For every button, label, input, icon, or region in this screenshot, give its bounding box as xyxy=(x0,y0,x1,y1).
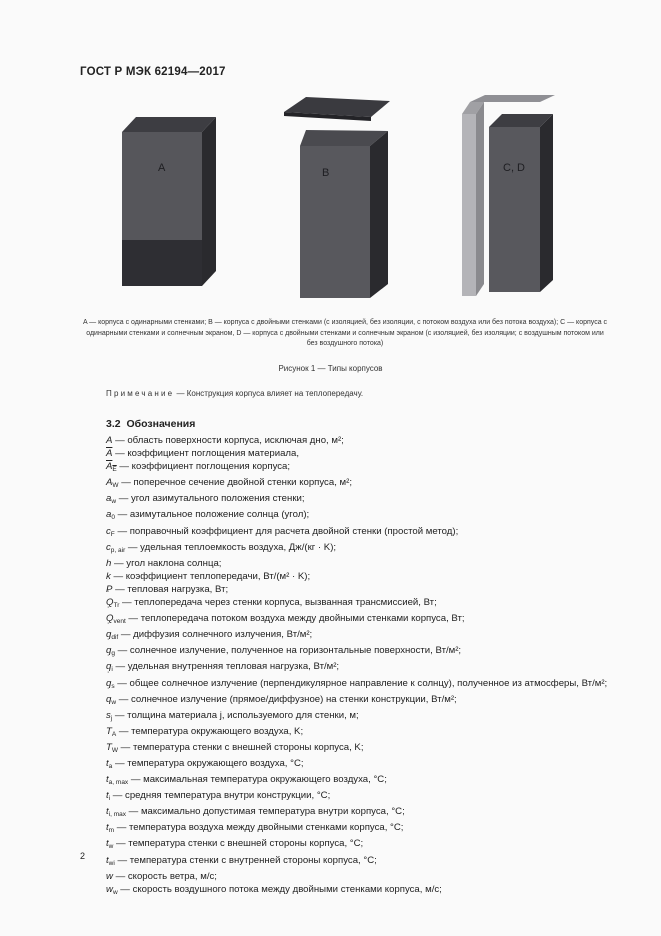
definition-text: — скорость воздушного потока между двойными стенками корпуса, м/с; xyxy=(117,883,442,895)
definition-text: — температура окружающего воздуха, K; xyxy=(116,725,304,737)
definition-text: — общее солнечное излучение (перпендикулярное направление к солнцу), полученное из атмосферы, Вт/м²; xyxy=(114,677,608,689)
definition-text: — область поверхности корпуса, исключая дно, м²; xyxy=(112,435,344,446)
enclosure-a-label: A xyxy=(158,162,166,174)
symbol-base: w xyxy=(106,883,113,895)
definition-symbol xyxy=(106,726,116,737)
definition-text: — коэффициент поглощения материала, xyxy=(112,448,300,460)
symbol-base: ˙ q xyxy=(106,693,111,706)
section-number: 3.2 xyxy=(106,418,121,430)
definition-item xyxy=(106,492,616,508)
definition-symbol xyxy=(106,509,115,520)
symbol-base: t xyxy=(106,790,109,802)
symbol-base: c xyxy=(106,541,111,553)
note-text: — Конструкция корпуса влияет на теплопередачу. xyxy=(174,389,364,398)
symbol-subscript: s xyxy=(111,682,115,690)
symbol-subscript: m xyxy=(108,827,115,835)
enclosure-b xyxy=(284,97,390,298)
definition-symbol xyxy=(106,493,116,504)
definition-item xyxy=(106,596,616,612)
definition-symbol xyxy=(106,694,116,705)
enclosure-b-label: B xyxy=(322,167,330,179)
definition-symbol xyxy=(106,542,125,553)
symbol-base: P xyxy=(106,583,113,595)
symbol-subscript: 0 xyxy=(111,514,115,522)
definition-text: — максимальная температура окружающего воздуха, °C; xyxy=(128,774,387,786)
symbol-subscript: dif xyxy=(111,634,119,642)
definition-text: — азимутальное положение солнца (угол); xyxy=(114,509,310,521)
definition-text: — толщина материала j, используемого для стенки, м; xyxy=(112,709,359,721)
definition-text: — температура стенки с внешней стороны корпуса, °C; xyxy=(113,838,364,850)
definition-item xyxy=(106,628,616,644)
symbol-subscript: a xyxy=(108,762,113,770)
symbol-subscript: wi xyxy=(108,859,115,867)
definition-item xyxy=(106,854,616,870)
symbol-base: A xyxy=(106,435,113,446)
symbol-base: t xyxy=(106,774,109,786)
symbol-subscript: A xyxy=(111,730,117,738)
definition-symbol xyxy=(106,855,115,866)
enclosure-a xyxy=(122,117,216,286)
definition-item xyxy=(106,725,616,741)
definition-text: — тепловая нагрузка, Вт; xyxy=(112,583,229,595)
definition-text: — диффузия солнечного излучения, Вт/м²; xyxy=(118,629,313,641)
definition-symbol xyxy=(106,871,113,882)
definition-symbol xyxy=(106,477,119,488)
symbol-subscript: w xyxy=(111,498,117,506)
symbol-base: T xyxy=(106,725,112,737)
enclosure-types-figure xyxy=(0,90,661,315)
definition-symbol xyxy=(106,884,118,895)
definition-item xyxy=(106,693,616,709)
symbol-subscript: g xyxy=(111,650,115,658)
definition-text: — температура стенки с внешней стороны корпуса, K; xyxy=(118,741,364,753)
definition-item xyxy=(106,508,616,524)
symbol-base: ˙ q xyxy=(106,628,111,641)
symbol-base: ˙ q xyxy=(106,660,111,673)
definition-text: — теплопередача потоком воздуха между двойными стенками корпуса, Вт; xyxy=(125,613,465,625)
definition-text: — скорость ветра, м/с; xyxy=(112,870,217,882)
definition-item xyxy=(106,773,616,789)
definition-text: — коэффициент поглощения корпуса; xyxy=(116,461,291,473)
symbol-base: ˙ Q xyxy=(106,612,113,625)
symbol-subscript: i, max xyxy=(108,811,127,819)
note xyxy=(106,389,363,398)
symbol-subscript: W xyxy=(112,482,119,490)
symbol-base: k xyxy=(106,570,111,582)
definition-text: — поправочный коэффициент для расчета двойной стенки (простой метод); xyxy=(114,525,459,537)
symbol-base: t xyxy=(106,822,109,834)
definition-symbol xyxy=(106,774,128,785)
symbol-base: $\overline{A}$ xyxy=(106,448,113,460)
definition-item xyxy=(106,660,616,676)
definition-item xyxy=(106,460,616,476)
definition-item xyxy=(106,583,616,596)
definition-text: — удельная внутренняя тепловая нагрузка, Вт/м²; xyxy=(112,661,340,673)
symbol-subscript: w xyxy=(112,888,118,896)
definition-item xyxy=(106,557,616,570)
symbol-subscript: F xyxy=(110,530,115,538)
symbol-base: a xyxy=(106,493,112,505)
section-heading xyxy=(106,418,195,430)
definition-item xyxy=(106,757,616,773)
definition-item xyxy=(106,837,616,853)
symbol-base: ˙ q xyxy=(106,677,111,690)
definition-item xyxy=(106,805,616,821)
symbol-subscript: w xyxy=(111,698,117,706)
definition-text: — угол азимутального положения стенки; xyxy=(116,493,305,505)
enclosure-cd xyxy=(462,95,555,296)
definition-item xyxy=(106,476,616,492)
symbol-subscript: Tr xyxy=(113,602,120,610)
symbol-subscript: i xyxy=(108,795,111,803)
section-title: Обозначения xyxy=(126,418,196,430)
symbol-base: ˙ Q xyxy=(106,596,113,609)
definition-symbol xyxy=(106,526,115,537)
symbol-base: t xyxy=(106,757,109,769)
page-number: 2 xyxy=(80,851,86,861)
definition-item xyxy=(106,677,616,693)
symbol-base: s xyxy=(106,709,111,721)
definition-item xyxy=(106,541,616,557)
figure-caption: A — корпуса с одинарными стенками; B — корпуса с двойными стенками (с изоляцией, без изоляции, с потоком воздуха или без потока воздуха); C — корпуса с одинарными стенками и солнечным экраном, D — корпуса с двойными стенками и солнечным экраном (с изоляцией, без изоляции; с воздушным потоком или без воздушного потока) xyxy=(82,319,608,347)
definition-item xyxy=(106,447,616,460)
definition-symbol xyxy=(106,806,126,817)
symbol-subscript: p, air xyxy=(110,546,126,554)
figure-title: Рисунок 1 — Типы корпусов xyxy=(278,364,383,373)
enclosure-cd-label: C, D xyxy=(503,162,525,174)
definition-item xyxy=(106,644,616,660)
symbol-base: T xyxy=(106,741,112,753)
definition-text: — поперечное сечение двойной стенки корпуса, м²; xyxy=(118,477,352,489)
symbol-subscript: j xyxy=(110,714,113,722)
definition-text: — солнечное излучение (прямое/диффузное) на стенки конструкции, Вт/м²; xyxy=(116,693,457,705)
document-header: ГОСТ Р МЭК 62194—2017 xyxy=(80,66,226,78)
symbol-base: A xyxy=(106,477,113,489)
symbol-base: ˙ q xyxy=(106,644,111,657)
symbol-base: c xyxy=(106,525,111,537)
symbol-subscript: w xyxy=(108,843,114,851)
definition-text: — температура окружающего воздуха, °C; xyxy=(112,757,304,769)
definition-text: — угол наклона солнца; xyxy=(111,557,222,569)
definition-text: — максимально допустимая температура внутри корпуса, °C; xyxy=(126,806,405,818)
definition-text: — средняя температура внутри конструкции, °C; xyxy=(110,790,331,802)
definition-text: — температура стенки с внутренней стороны корпуса, °C; xyxy=(114,854,377,866)
symbol-base: t xyxy=(106,838,109,850)
definition-text: — температура воздуха между двойными стенками корпуса, °C; xyxy=(114,822,404,834)
definition-item xyxy=(106,821,616,837)
definition-text: — коэффициент теплопередачи, Вт/(м² · K); xyxy=(110,570,311,582)
definition-item xyxy=(106,434,616,447)
symbol-subscript: a, max xyxy=(108,779,129,787)
definition-item xyxy=(106,570,616,583)
definition-text: — теплопередача через стенки корпуса, вызванная трансмиссией, Вт; xyxy=(119,597,437,609)
definition-text: — удельная теплоемкость воздуха, Дж/(кг · K); xyxy=(125,541,337,553)
symbol-subscript: E xyxy=(112,466,117,474)
definition-symbol xyxy=(106,742,118,753)
definition-item xyxy=(106,883,616,899)
symbol-base: t xyxy=(106,854,109,866)
definition-item xyxy=(106,741,616,757)
symbol-base: A xyxy=(106,461,113,473)
definition-symbol xyxy=(106,822,114,833)
definition-item xyxy=(106,525,616,541)
definition-text: — солнечное излучение, полученное на горизонтальные поверхности, Вт/м²; xyxy=(114,645,462,657)
note-label: Примечание xyxy=(106,389,175,398)
symbol-base: t xyxy=(106,806,109,818)
symbol-base: w xyxy=(106,870,113,882)
symbol-subscript: vent xyxy=(113,618,126,626)
definition-symbol xyxy=(106,461,117,472)
symbol-base: a xyxy=(106,509,112,521)
symbol-subscript: i xyxy=(111,666,113,674)
definition-item xyxy=(106,870,616,883)
definition-item xyxy=(106,789,616,805)
definitions-list xyxy=(106,434,616,899)
definition-item xyxy=(106,612,616,628)
symbol-subscript: W xyxy=(111,746,119,754)
definition-item xyxy=(106,709,616,725)
symbol-base: h xyxy=(106,557,112,569)
